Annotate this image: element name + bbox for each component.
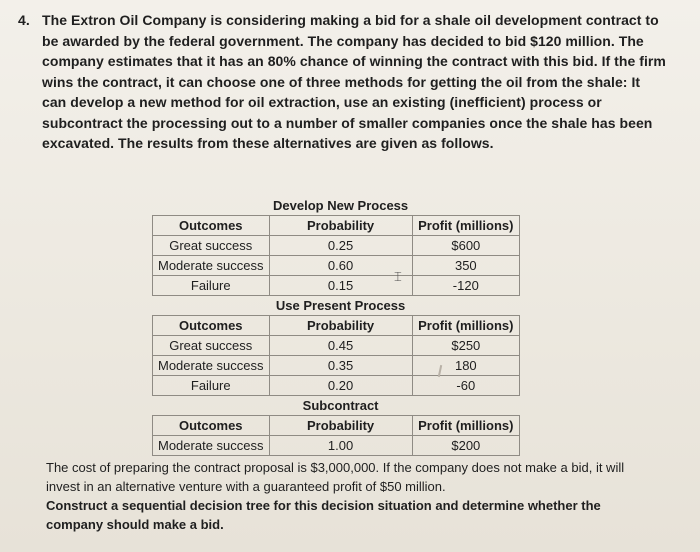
- cell-probability: 0.60: [269, 256, 412, 276]
- cell-probability: 1.00: [269, 436, 412, 456]
- section-spacer: [153, 296, 270, 316]
- section-spacer: [153, 396, 270, 416]
- text-cursor-icon: ⌶: [394, 270, 402, 285]
- section-spacer: [412, 296, 519, 316]
- footer-line-2: Construct a sequential decision tree for this decision situation and determine whether the company should make a bid.: [46, 498, 601, 532]
- section-title-use-present-process: Use Present Process: [275, 298, 406, 313]
- section-title-develop-new-process: Develop New Process: [273, 198, 409, 213]
- cell-outcome: Moderate success: [153, 356, 270, 376]
- cell-outcome: Failure: [153, 276, 270, 296]
- header-profit: Profit (millions): [412, 316, 519, 336]
- problem-statement: [18, 10, 668, 154]
- cell-profit: $200: [412, 436, 519, 456]
- cell-profit: 350: [412, 256, 519, 276]
- section-spacer: [153, 196, 270, 216]
- cell-profit: $250: [412, 336, 519, 356]
- header-outcomes: Outcomes: [153, 316, 270, 336]
- header-profit: Profit (millions): [412, 216, 519, 236]
- outcomes-table-wrap: [152, 196, 520, 456]
- header-probability: Probability: [269, 216, 412, 236]
- cell-outcome: Failure: [153, 376, 270, 396]
- cell-profit: -120: [412, 276, 519, 296]
- header-outcomes: Outcomes: [153, 416, 270, 436]
- section-title-subcontract: Subcontract: [302, 398, 379, 413]
- header-profit: Profit (millions): [412, 416, 519, 436]
- cell-probability: 0.15: [269, 276, 412, 296]
- cell-profit: $600: [412, 236, 519, 256]
- cell-probability: 0.35: [269, 356, 412, 376]
- footer-text: [46, 458, 646, 534]
- cell-profit: 180: [412, 356, 519, 376]
- problem-text: The Extron Oil Company is considering making a bid for a shale oil development contract to be awarded by the federal government. The company has decided to bid $120 million. The company estimates that it has an 80% chance of winning the contract with this bid. If the firm wins the contract, it can choose one of three methods for getting the oil from the shale: It can develop a new method for oil extraction, use an existing (inefficient) process or subcontract the processing out to a number of smaller companies once the shale has been excavated. The results from these alternatives are given as follows.: [42, 12, 666, 151]
- cell-outcome: Great success: [153, 336, 270, 356]
- cell-probability: 0.20: [269, 376, 412, 396]
- problem-number: 4.: [18, 12, 30, 28]
- cell-outcome: Moderate success: [153, 436, 270, 456]
- header-outcomes: Outcomes: [153, 216, 270, 236]
- section-spacer: [412, 196, 519, 216]
- header-probability: Probability: [269, 316, 412, 336]
- section-spacer: [412, 396, 519, 416]
- header-probability: Probability: [269, 416, 412, 436]
- cell-outcome: Great success: [153, 236, 270, 256]
- outcomes-table: [152, 196, 520, 456]
- cell-outcome: Moderate success: [153, 256, 270, 276]
- cell-profit: -60: [412, 376, 519, 396]
- cell-probability: 0.25: [269, 236, 412, 256]
- footer-line-1: The cost of preparing the contract proposal is $3,000,000. If the company does not make a bid, it will invest in an alternative venture with a guaranteed profit of $50 million.: [46, 460, 625, 494]
- cell-probability: 0.45: [269, 336, 412, 356]
